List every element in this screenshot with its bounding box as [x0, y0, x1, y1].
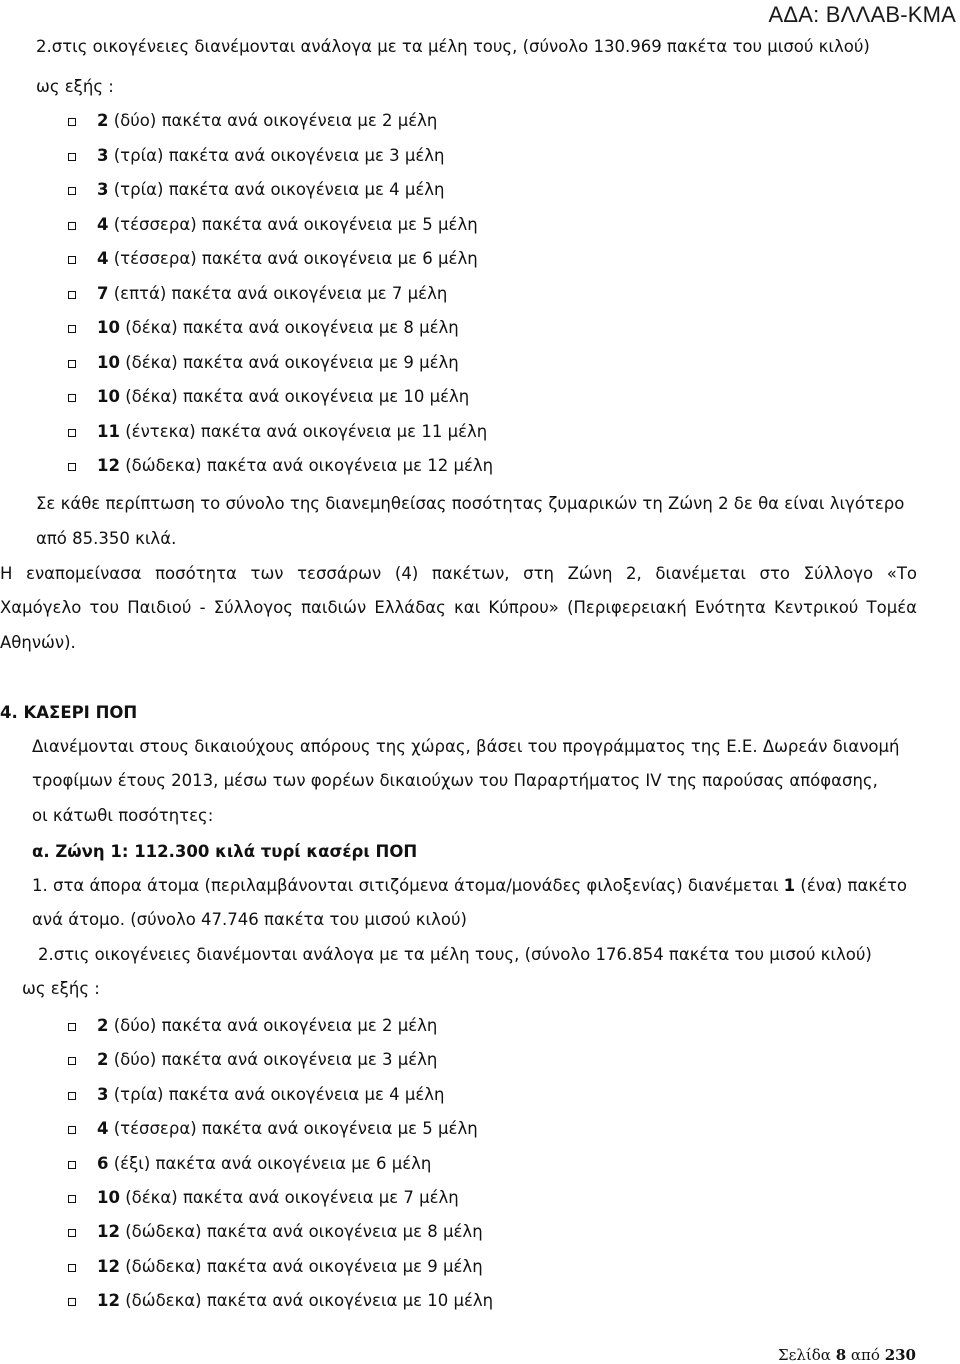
item-text: (τρία) πακέτα ανά οικογένεια με 4 μέλη	[108, 180, 445, 199]
item-count: 4	[97, 1119, 109, 1139]
section1-list-item	[97, 249, 478, 269]
checkbox-bullet-icon	[68, 256, 76, 264]
section4-list-item	[97, 1119, 478, 1139]
ada-code: ΑΔΑ: ΒΛΛΑΒ-ΚΜΑ	[768, 2, 956, 27]
point1-text-end: (ένα) πακέτο	[795, 876, 908, 895]
checkbox-bullet-icon	[68, 394, 76, 402]
checkbox-bullet-icon	[68, 360, 76, 368]
point2-line2: ως εξής :	[22, 979, 100, 998]
checkbox-bullet-icon	[68, 325, 76, 333]
item-count: 12	[97, 1222, 120, 1242]
section4-para-line3: οι κάτωθι ποσότητες:	[32, 806, 214, 825]
checkbox-bullet-icon	[68, 1092, 76, 1100]
section4-list-item	[97, 1085, 445, 1105]
item-text: (τέσσερα) πακέτα ανά οικογένεια με 5 μέλη	[108, 214, 478, 234]
checkbox-bullet-icon	[68, 1126, 76, 1134]
section1-list-item	[97, 422, 487, 442]
page-footer	[778, 1346, 916, 1364]
checkbox-bullet-icon	[68, 1161, 76, 1169]
item-text: (τέσσερα) πακέτα ανά οικογένεια με 5 μέλη	[108, 1119, 478, 1139]
point1-line1	[32, 876, 907, 896]
checkbox-bullet-icon	[68, 1298, 76, 1306]
point1-bold-count: 1	[783, 876, 796, 895]
section1-list-item	[97, 387, 469, 407]
checkbox-bullet-icon	[68, 1195, 76, 1203]
item-count: 3	[97, 180, 109, 199]
checkbox-bullet-icon	[68, 187, 76, 195]
item-text: (δώδεκα) πακέτα ανά οικογένεια με 9 μέλη	[119, 1256, 483, 1276]
item-text: (τρία) πακέτα ανά οικογένεια με 3 μέλη	[108, 145, 445, 165]
item-text: (τρία) πακέτα ανά οικογένεια με 4 μέλη	[108, 1084, 445, 1104]
item-text: (δέκα) πακέτα ανά οικογένεια με 9 μέλη	[119, 352, 459, 372]
item-text: (έξι) πακέτα ανά οικογένεια με 6 μέλη	[108, 1153, 432, 1173]
section4-list-item	[97, 1291, 493, 1311]
item-text: (δύο) πακέτα ανά οικογένεια με 2 μέλη	[108, 111, 438, 130]
item-text: (δύο) πακέτα ανά οικογένεια με 3 μέλη	[108, 1050, 438, 1070]
item-count: 12	[97, 456, 120, 475]
section4-list-item	[97, 1050, 437, 1070]
point1-text-start: 1. στα άπορα άτομα (περιλαμβάνονται σιτιζόμενα άτομα/μονάδες φιλοξενίας) διανέμεται	[32, 876, 784, 895]
point2-line1: 2.στις οικογένειες διανέμονται ανάλογα με τα μέλη τους, (σύνολο 176.854 πακέτα του μισού κιλού)	[38, 945, 872, 964]
item-count: 10	[97, 387, 120, 406]
point1-line2: ανά άτομο. (σύνολο 47.746 πακέτα του μισού κιλού)	[32, 910, 467, 929]
item-count: 11	[97, 421, 120, 441]
item-count: 3	[97, 145, 109, 165]
remaining-line2: Χαμόγελο του Παιδιού - Σύλλογος παιδιών Ελλάδας και Κύπρου» (Περιφερειακή Ενότητα Κεντρικού Τομέα	[0, 598, 917, 617]
section1-summary-line2: από 85.350 κιλά.	[36, 529, 177, 548]
section1-intro-line2: ως εξής :	[36, 77, 114, 96]
checkbox-bullet-icon	[68, 118, 76, 126]
item-text: (δέκα) πακέτα ανά οικογένεια με 8 μέλη	[119, 318, 459, 337]
remaining-line3: Αθηνών).	[0, 633, 76, 652]
section1-list-item	[97, 146, 445, 166]
item-count: 10	[97, 318, 120, 337]
section1-list-item	[97, 456, 493, 476]
item-text: (δύο) πακέτα ανά οικογένεια με 2 μέλη	[108, 1016, 438, 1035]
section4-list-item	[97, 1154, 431, 1174]
section4-para-line2: τροφίμων έτους 2013, μέσω των φορέων δικαιούχων του Παραρτήματος IV της παρούσας απόφασης,	[32, 771, 878, 790]
checkbox-bullet-icon	[68, 1229, 76, 1237]
item-count: 4	[97, 214, 109, 234]
zone1-heading: α. Ζώνη 1: 112.300 κιλά τυρί κασέρι ΠΟΠ	[32, 842, 418, 861]
item-text: (έντεκα) πακέτα ανά οικογένεια με 11 μέλη	[119, 421, 488, 441]
item-count: 2	[97, 1050, 109, 1070]
item-text: (δώδεκα) πακέτα ανά οικογένεια με 8 μέλη	[119, 1222, 483, 1242]
checkbox-bullet-icon	[68, 429, 76, 437]
section4-para-line1: Διανέμονται στους δικαιούχους απόρους της χώρας, βάσει του προγράμματος της Ε.Ε. Δωρεάν διανομή	[32, 737, 900, 756]
section1-list-item	[97, 215, 478, 235]
item-text: (δώδεκα) πακέτα ανά οικογένεια με 12 μέλη	[119, 456, 494, 475]
page-total: 230	[884, 1346, 916, 1364]
item-count: 12	[97, 1291, 120, 1311]
section1-list-item	[97, 111, 437, 131]
item-text: (δέκα) πακέτα ανά οικογένεια με 10 μέλη	[119, 387, 470, 406]
section4-heading: 4. ΚΑΣΕΡΙ ΠΟΠ	[0, 703, 138, 722]
checkbox-bullet-icon	[68, 1264, 76, 1272]
checkbox-bullet-icon	[68, 153, 76, 161]
item-count: 2	[97, 111, 109, 130]
section4-list-item	[97, 1016, 437, 1036]
item-count: 4	[97, 249, 109, 268]
item-count: 10	[97, 352, 120, 372]
item-text: (δέκα) πακέτα ανά οικογένεια με 7 μέλη	[119, 1188, 459, 1207]
checkbox-bullet-icon	[68, 1023, 76, 1031]
item-text: (δώδεκα) πακέτα ανά οικογένεια με 10 μέλη	[119, 1291, 494, 1311]
item-count: 7	[97, 283, 109, 303]
section4-list-item	[97, 1188, 459, 1208]
item-count: 3	[97, 1084, 109, 1104]
checkbox-bullet-icon	[68, 222, 76, 230]
item-count: 6	[97, 1153, 109, 1173]
page-number: 8	[835, 1346, 847, 1364]
checkbox-bullet-icon	[68, 291, 76, 299]
remaining-line1: Η εναπομείνασα ποσότητα των τεσσάρων (4) πακέτων, στη Ζώνη 2, διανέμεται στο Σύλλογο «Το	[0, 564, 917, 583]
section1-list-item	[97, 353, 459, 373]
section1-list-item	[97, 284, 447, 304]
section1-list-item	[97, 180, 445, 200]
section1-intro-line1: 2.στις οικογένειες διανέμονται ανάλογα με τα μέλη τους, (σύνολο 130.969 πακέτα του μισού κιλού)	[36, 37, 870, 56]
item-text: (επτά) πακέτα ανά οικογένεια με 7 μέλη	[108, 283, 448, 303]
page-of-label: από	[846, 1346, 885, 1364]
item-count: 2	[97, 1016, 109, 1035]
item-count: 10	[97, 1188, 120, 1207]
section1-list-item	[97, 318, 459, 338]
page-label: Σελίδα	[777, 1346, 836, 1364]
section4-list-item	[97, 1257, 483, 1277]
checkbox-bullet-icon	[68, 463, 76, 471]
checkbox-bullet-icon	[68, 1057, 76, 1065]
section1-summary-line1: Σε κάθε περίπτωση το σύνολο της διανεμηθείσας ποσότητας ζυμαρικών τη Ζώνη 2 δε θα είναι λιγότερο	[36, 494, 905, 513]
section4-list-item	[97, 1222, 483, 1242]
item-count: 12	[97, 1256, 120, 1276]
item-text: (τέσσερα) πακέτα ανά οικογένεια με 6 μέλη	[108, 249, 478, 268]
